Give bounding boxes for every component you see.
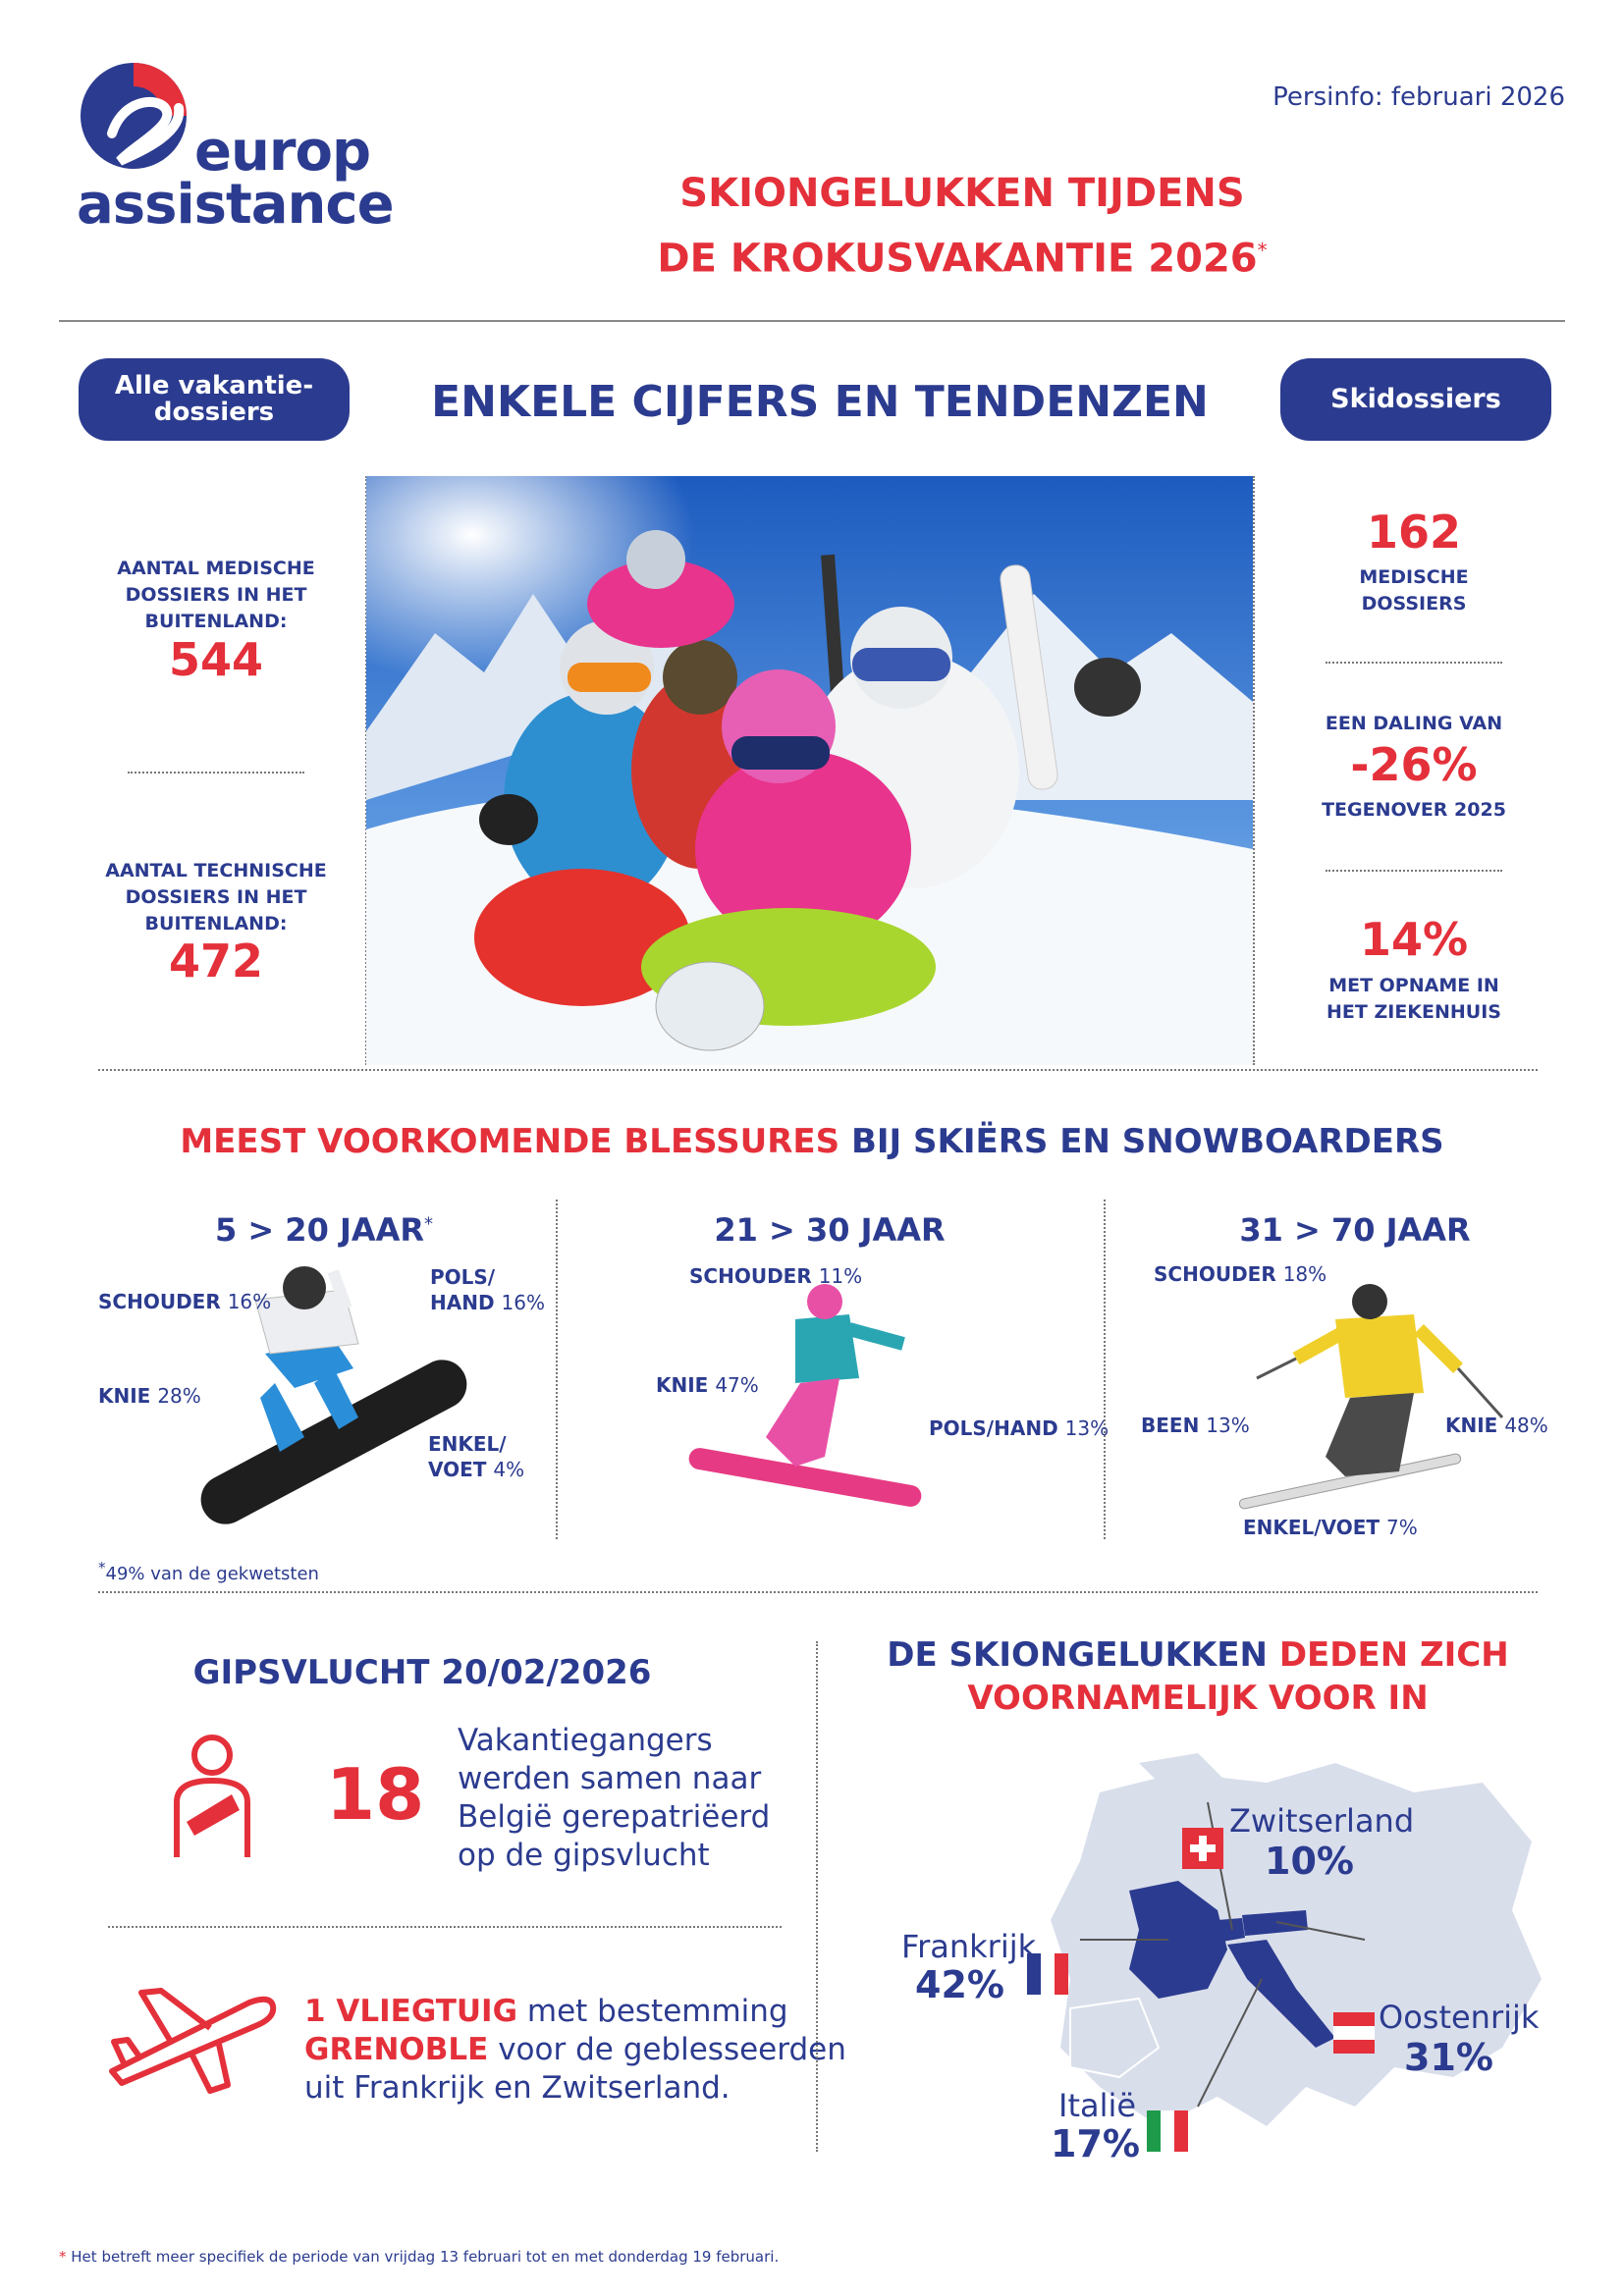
country-name: Oostenrijk (1379, 1999, 1540, 2036)
logo-word-2: assistance (77, 173, 394, 237)
injury-label: ENKEL/VOET 7% (1243, 1516, 1418, 1539)
divider (556, 1200, 558, 1539)
plane-text: 1 VLIEGTUIG met bestemming GRENOBLE voor de geblesseerden uit Frankrijk en Zwitserland. (304, 1994, 846, 2106)
decline-bottom-label: TEGENOVER 2025 (1322, 799, 1506, 821)
gips-text: Vakantiegangers werden samen naar België gerepatriëerd op de gipsvlucht (458, 1723, 771, 1873)
gips-count: 18 (326, 1753, 425, 1836)
countries-title: DE SKIONGELUKKEN DEDEN ZICH VOORNAMELIJK VOOR IN (887, 1635, 1509, 1718)
technical-dossiers-label: AANTAL TECHNISCHE DOSSIERS IN HET BUITENLAND: (105, 860, 327, 934)
injured-person-icon (167, 1734, 257, 1861)
country-name: Frankrijk (901, 1928, 1037, 1965)
section-divider (98, 1069, 1538, 1071)
age-footnote-mark: * (424, 1213, 434, 1235)
divider (1253, 476, 1255, 1065)
injury-label: KNIE 47% (656, 1373, 759, 1397)
injury-label: BEEN 13% (1141, 1414, 1250, 1437)
hospital-label: MET OPNAME IN HET ZIEKENHUIS (1326, 975, 1501, 1023)
injury-label: SCHOUDER 16% (98, 1290, 272, 1313)
injury-label: POLS/ HAND 16% (430, 1265, 545, 1314)
medical-dossiers-label: AANTAL MEDISCHE DOSSIERS IN HET BUITENLAND: (117, 558, 315, 632)
technical-dossiers-value: 472 (168, 934, 264, 988)
divider (128, 772, 304, 774)
page-title-line2: DE KROKUSVAKANTIE 2026* (657, 236, 1268, 282)
injury-label: KNIE 48% (1445, 1414, 1548, 1437)
country-pct: 42% (915, 1963, 1004, 2006)
page-title (550, 165, 1375, 287)
country-pct: 10% (1265, 1840, 1354, 1883)
airplane-icon (102, 1973, 279, 2101)
decline-top-label: EEN DALING VAN (1325, 713, 1503, 734)
divider (1326, 870, 1502, 872)
divider (816, 1641, 818, 2152)
gips-title: GIPSVLUCHT 20/02/2026 (192, 1653, 652, 1692)
injuries-title: MEEST VOORKOMENDE BLESSURES BIJ SKIËRS EN SNOWBOARDERS (180, 1122, 1444, 1161)
persinfo-date: Persinfo: februari 2026 (1272, 82, 1565, 112)
age-group-title: 21 > 30 JAAR (714, 1211, 946, 1249)
injury-label: ENKEL/ VOET 4% (428, 1432, 525, 1481)
switzerland-flag-icon (1182, 1828, 1223, 1869)
logo-word-1: europ (194, 120, 371, 184)
skier-illustration (1227, 1260, 1522, 1516)
hospital-value: 14% (1359, 913, 1469, 966)
injury-label: SCHOUDER 11% (689, 1264, 863, 1288)
decline-value: -26% (1350, 738, 1478, 791)
logo-mark-icon (73, 57, 200, 175)
country-pct: 31% (1404, 2036, 1493, 2079)
medical-dossiers-value: 544 (168, 633, 264, 686)
pill-ski-dossiers: Skidossiers (1280, 358, 1551, 441)
brand-logo (69, 57, 394, 243)
country-name: Italië (1058, 2087, 1137, 2124)
ski-medical-value: 162 (1366, 506, 1462, 559)
pill-all-dossiers: Alle vakantie- dossiers (79, 358, 350, 441)
age-group-title: 5 > 20 JAAR* (214, 1211, 434, 1249)
section-title-figures: ENKELE CIJFERS EN TENDENZEN (431, 377, 1209, 427)
ski-family-photo (366, 476, 1253, 1065)
page-footnote: * Het betreft meer specifiek de periode van vrijdag 13 februari tot en met donderdag 19 februari. (59, 2248, 780, 2266)
austria-flag-icon (1333, 2012, 1375, 2054)
injury-label: POLS/HAND 13% (929, 1416, 1110, 1440)
country-name: Zwitserland (1229, 1802, 1415, 1840)
italy-flag-icon (1147, 2110, 1188, 2152)
injury-label: SCHOUDER 18% (1154, 1262, 1327, 1286)
age-group-title: 31 > 70 JAAR (1239, 1211, 1471, 1249)
divider (1104, 1200, 1106, 1539)
divider (108, 1926, 782, 1928)
injury-label: KNIE 28% (98, 1384, 201, 1408)
ski-medical-label: MEDISCHE DOSSIERS (1359, 566, 1469, 614)
title-footnote-mark: * (1257, 239, 1268, 262)
section-divider (98, 1591, 1538, 1593)
page-title-line1: SKIONGELUKKEN TIJDENS (679, 171, 1245, 216)
header-divider (59, 320, 1565, 322)
country-pct: 17% (1051, 2122, 1140, 2165)
divider (1326, 662, 1502, 664)
injuries-footnote: *49% van de gekwetsten (98, 1559, 319, 1584)
